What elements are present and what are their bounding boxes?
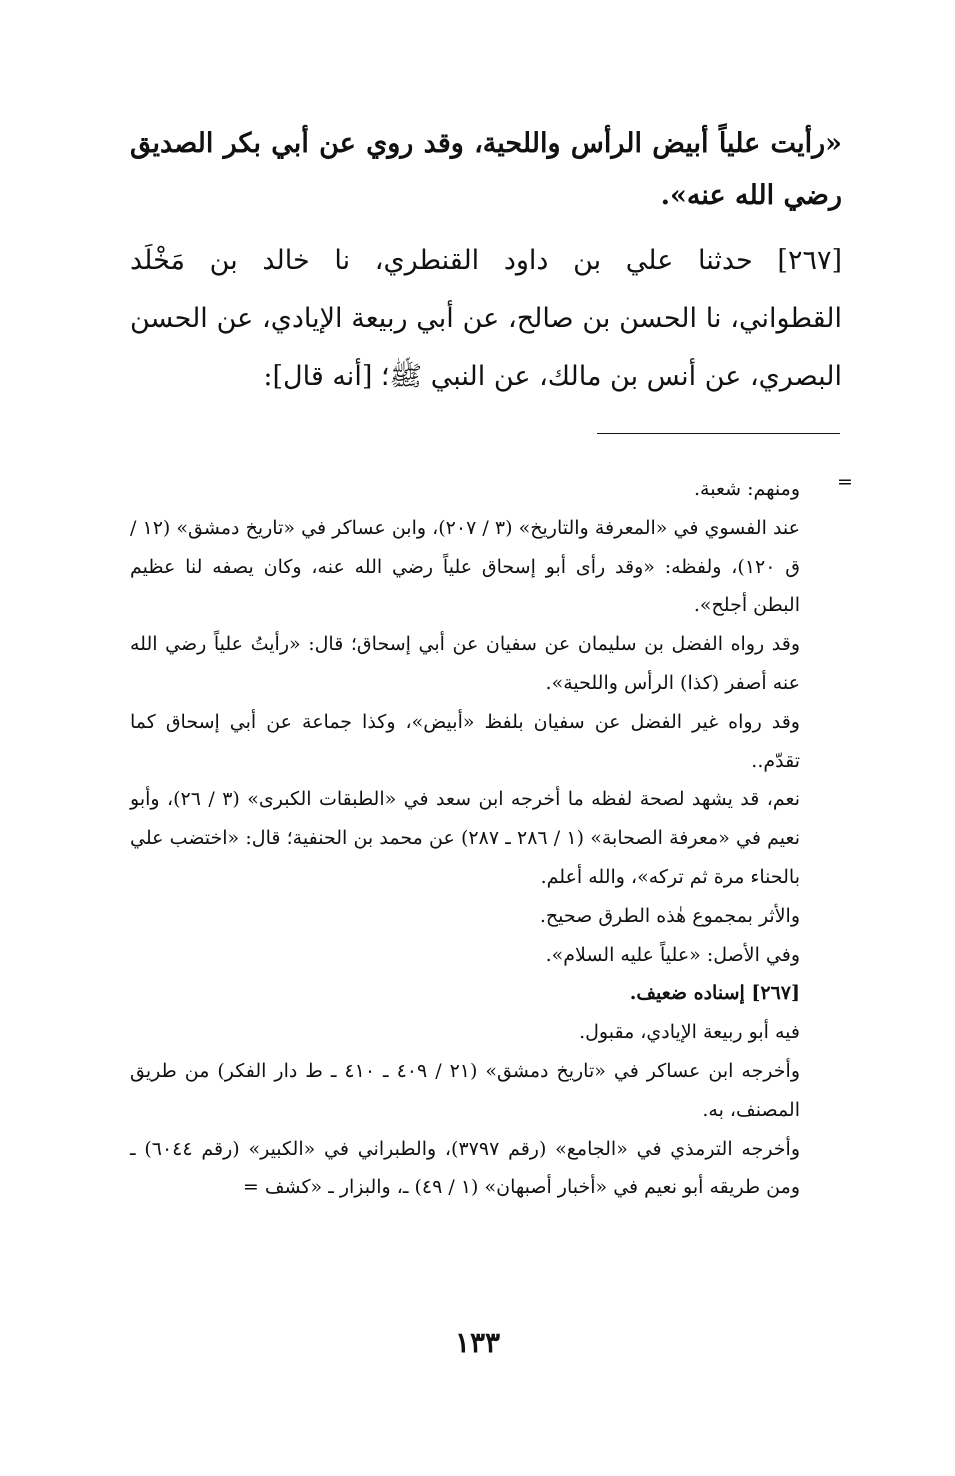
footnotes — [130, 470, 842, 1207]
footnote-paragraph: والأثر بمجموع هٰذه الطرق صحيح. — [539, 904, 800, 927]
footnote-paragraph: وفي الأصل: «علياً عليه السلام». — [545, 943, 800, 966]
footnote-paragraph: نعم، قد يشهد لصحة لفظه ما أخرجه ابن سعد في «الطبقات الكبرى» (٣ / ٢٦)، وأبو نعيم في «معرفة الصحابة» (١ / ٢٨٦ ـ ٢٨٧) عن محمد بن الحنفية؛ قال: «اختضب علي بالحناء مرة ثم تركه»، والله أعلم. — [130, 788, 800, 888]
footnote-paragraph: وقد رواه غير الفضل عن سفيان بلفظ «أبيض»، وكذا جماعة عن أبي إسحاق كما تقدّم.. — [130, 710, 800, 772]
quote-text: «رأيت علياً أبيض الرأس واللحية، وقد روي عن أبي بكر الصديق رضي الله عنه». — [130, 128, 842, 211]
footnote-separator — [597, 433, 840, 434]
hadith-line: البصري، عن أنس بن مالك، عن النبي ﷺ؛ [أنه قال]: — [263, 361, 842, 392]
hadith-line: القطواني، نا الحسن بن صالح، عن أبي ربيعة الإيادي، عن الحسن — [130, 303, 842, 334]
footnote-paragraph: فيه أبو ربيعة الإيادي، مقبول. — [579, 1021, 800, 1044]
footnote-paragraph: وأخرجه ابن عساكر في «تاريخ دمشق» (٢١ / ٤٠٩ ـ ٤١٠ ـ ط دار الفكر) من طريق المصنف، به. — [130, 1059, 800, 1121]
quote-paragraph — [130, 118, 842, 222]
hadith-line: [٢٦٧] حدثنا علي بن داود القنطري، نا خالد بن مَخْلَد — [130, 245, 842, 276]
footnote-paragraph: عند الفسوي في «المعرفة والتاريخ» (٣ / ٢٠٧)، وابن عساكر في «تاريخ دمشق» (١٢ / ق ١٢٠)، ولفظه: «وقد رأى أبو إسحاق علياً رضي الله عنه، وكان يصفه لنا عظيم البطن أجلح». — [130, 516, 801, 617]
hadith-paragraph — [130, 232, 842, 406]
footnote-paragraph: وقد رواه الفضل بن سليمان عن سفيان عن أبي إسحاق؛ قال: «رأيتُ علياً رضي الله عنه أصفر (كذا) الرأس واللحية». — [130, 633, 800, 694]
footnote-heading: [٢٦٧] إسناده ضعيف. — [629, 982, 800, 1005]
continuation-mark: = — [837, 471, 853, 493]
page-number: ١٣٣ — [454, 1326, 501, 1359]
footnote-paragraph: ومنهم: شعبة. — [694, 478, 800, 500]
footnote-paragraph: وأخرجه الترمذي في «الجامع» (رقم ٣٧٩٧)، والطبراني في «الكبير» (رقم ٦٠٤٤) ـ ومن طريقه أبو نعيم في «أخبار أصبهان» (١ / ٤٩) ـ، والبزار ـ «كشف = — [130, 1137, 800, 1199]
